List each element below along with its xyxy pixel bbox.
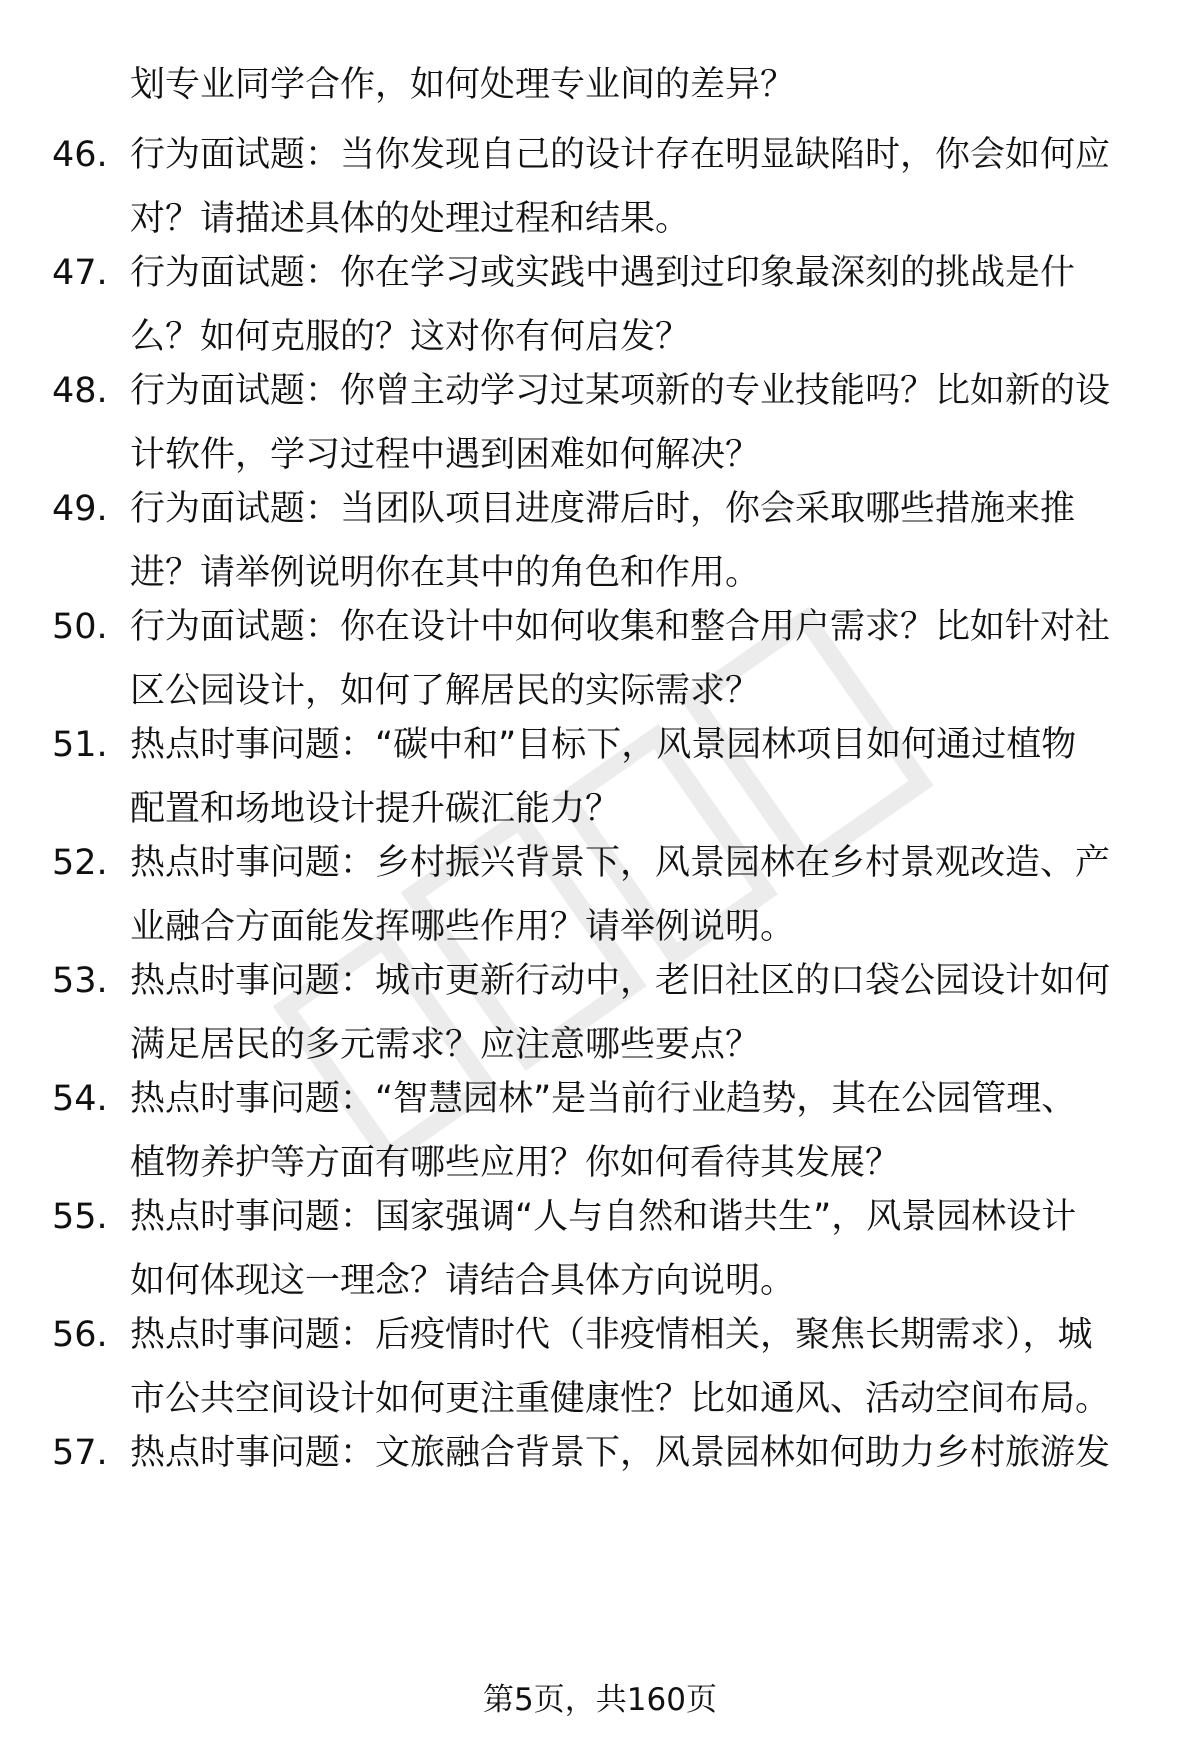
question-text-line: 么？如何克服的？这对你有何启发？ bbox=[130, 317, 691, 357]
question-item bbox=[0, 128, 1200, 239]
question-number: 56. bbox=[52, 1315, 108, 1355]
question-text-line: 热点时事问题：后疫情时代（非疫情相关，聚焦长期需求），城 bbox=[130, 1315, 1093, 1355]
question-number: 53. bbox=[52, 961, 108, 1001]
question-text-line: 区公园设计，如何了解居民的实际需求？ bbox=[130, 671, 761, 711]
question-number: 54. bbox=[52, 1079, 108, 1119]
question-text-line: 热点时事问题：乡村振兴背景下，风景园林在乡村景观改造、产 bbox=[130, 843, 1111, 883]
question-item bbox=[0, 836, 1200, 947]
question-number: 49. bbox=[52, 489, 108, 529]
question-item bbox=[0, 246, 1200, 357]
question-text-line: 如何体现这一理念？请结合具体方向说明。 bbox=[130, 1261, 796, 1301]
question-item bbox=[0, 1426, 1200, 1534]
page-footer: 第5页，共160页 bbox=[483, 1682, 717, 1718]
question-text-line: 对？请描述具体的处理过程和结果。 bbox=[130, 199, 691, 239]
question-text-line: 行为面试题：你在学习或实践中遇到过印象最深刻的挑战是什 bbox=[130, 253, 1076, 293]
question-item bbox=[0, 600, 1200, 711]
question-item bbox=[0, 364, 1200, 475]
question-number: 51. bbox=[52, 725, 108, 765]
question-number: 46. bbox=[52, 135, 108, 175]
question-text-line: 配置和场地设计提升碳汇能力？ bbox=[130, 789, 621, 829]
question-number: 55. bbox=[52, 1197, 108, 1237]
question-text-line: 热点时事问题：文旅融合背景下，风景园林如何助力乡村旅游发 bbox=[130, 1433, 1111, 1473]
question-text-line: 市公共空间设计如何更注重健康性？比如通风、活动空间布局。 bbox=[130, 1379, 1111, 1419]
question-number: 57. bbox=[52, 1433, 108, 1473]
question-item bbox=[0, 1308, 1200, 1419]
question-number: 47. bbox=[52, 253, 108, 293]
question-number: 50. bbox=[52, 607, 108, 647]
question-text-line: 进？请举例说明你在其中的角色和作用。 bbox=[130, 553, 761, 593]
question-text-line: 热点时事问题：国家强调“人与自然和谐共生”，风景园林设计 bbox=[130, 1197, 1077, 1237]
question-item bbox=[0, 482, 1200, 593]
question-text-line: 行为面试题：当你发现自己的设计存在明显缺陷时，你会如何应 bbox=[130, 135, 1111, 175]
question-text-line: 行为面试题：你在设计中如何收集和整合用户需求？比如针对社 bbox=[130, 607, 1111, 647]
question-text-line: 满足居民的多元需求？应注意哪些要点？ bbox=[130, 1025, 761, 1065]
question-text-line: 行为面试题：当团队项目进度滞后时，你会采取哪些措施来推 bbox=[130, 489, 1076, 529]
question-text-line: 行为面试题：你曾主动学习过某项新的专业技能吗？比如新的设 bbox=[130, 371, 1111, 411]
question-text-line: 热点时事问题：城市更新行动中，老旧社区的口袋公园设计如何 bbox=[130, 961, 1111, 1001]
question-text-line: 计软件，学习过程中遇到困难如何解决？ bbox=[130, 435, 761, 475]
question-text-line: 热点时事问题：“碳中和”目标下，风景园林项目如何通过植物 bbox=[130, 725, 1077, 765]
question-item bbox=[0, 954, 1200, 1065]
question-text-line: 植物养护等方面有哪些应用？你如何看待其发展？ bbox=[130, 1143, 901, 1183]
question-text-line: 热点时事问题：“智慧园林”是当前行业趋势，其在公园管理、 bbox=[130, 1079, 1077, 1119]
question-item bbox=[0, 1072, 1200, 1183]
continuation-line: 划专业同学合作，如何处理专业间的差异？ bbox=[130, 65, 796, 105]
question-number: 52. bbox=[52, 843, 108, 883]
question-item bbox=[0, 1190, 1200, 1301]
question-number: 48. bbox=[52, 371, 108, 411]
question-text-line: 业融合方面能发挥哪些作用？请举例说明。 bbox=[130, 907, 796, 947]
question-item bbox=[0, 718, 1200, 829]
